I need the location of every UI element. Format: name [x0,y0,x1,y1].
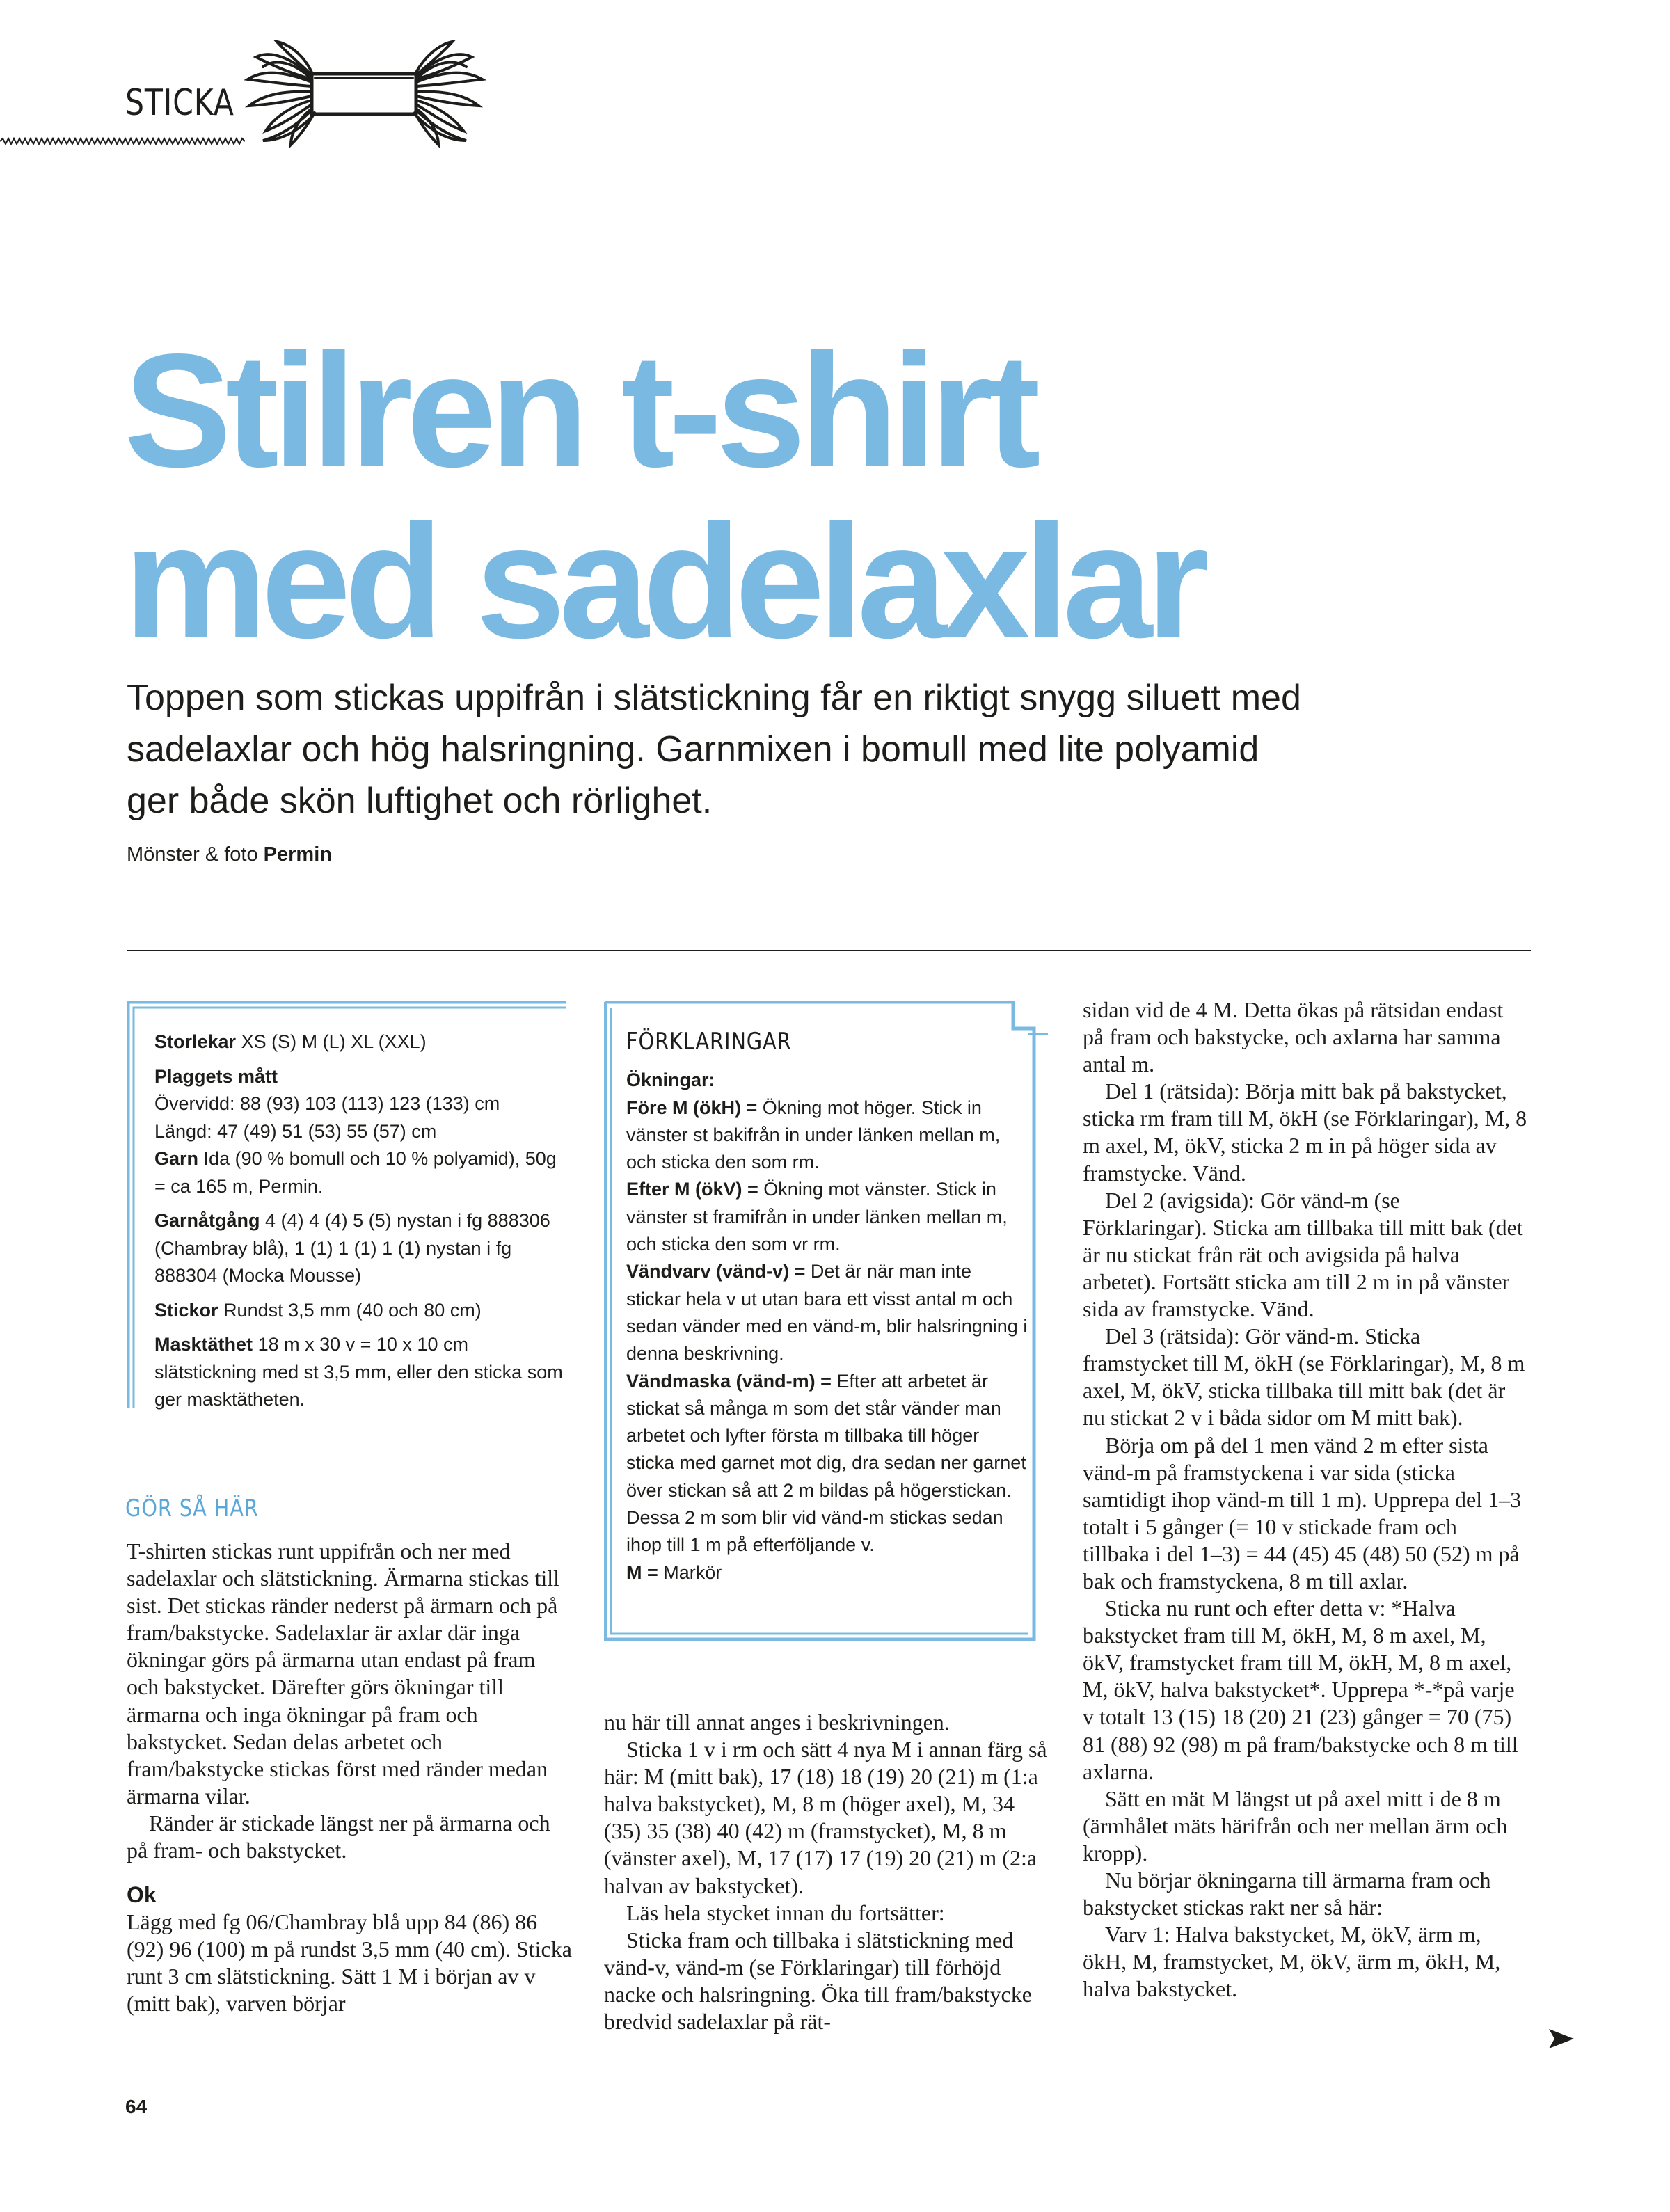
horizontal-rule [127,950,1531,951]
gauge-value: 18 m x 30 v = 10 x 10 cm slätstickning med st 3,5 mm, eller den sticka som ger masktätheten. [154,1334,563,1410]
marker-text: Markör [663,1561,722,1583]
col2-paragraph-2: Sticka 1 v i rm och sätt 4 nya M i annan färg så här: M (mitt bak), 17 (18) 18 (19) 20 (21) m (1:a halva bakstycket), M, 8 m (höger axel), M, 34 (35) 35 (38) 40 (42) m (framstycket), M, 8 m (vänster axel), M, 17 (17) 17 (19) 20 (21) m (2:a halvan av bakstycket). [604,1737,1047,1898]
explanations-box [604,1001,1049,1641]
credit-line [127,843,332,866]
increases-label-text: Ökningar: [626,1069,715,1091]
arrow-right-icon [1549,2029,1574,2048]
yarn-amount-value: 4 (4) 4 (4) 5 (5) nystan i fg 888306 (Chambray blå), 1 (1) 1 (1) 1 (1) nystan i fg 888304 (Mocka Mousse) [154,1210,550,1286]
col3-paragraph-9: Varv 1: Halva bakstycket, M, ökV, ärm m, ökH, M, framstycket, M, ökV, ärm m, ökH, M, halva bakstycket. [1083,1922,1501,2002]
before-marker-entry [626,1095,1030,1177]
credit-label: Mönster & foto [127,843,258,866]
col3-paragraph-4: Del 3 (rätsida): Gör vänd-m. Sticka framstycket till M, ökH (se Förklaringar), M, 8 m axel, M, ökV, sticka tillbaka till mitt bak (det är nu stickat 2 v i båda sidor om M mitt bak). [1083,1323,1525,1431]
after-label: Efter M (ökV) = [626,1179,758,1200]
measures-chest: Övervidd: 88 (93) 103 (113) 123 (133) cm [154,1093,500,1114]
title-line-1: Stilren t-shirt [124,321,1035,501]
measures-entry [154,1063,565,1091]
turn-stitch-text: Efter att arbetet är stickat så många m som det står vänder man arbetet och lyfter första m tillbaka till höger sticka med garnet mot dig, dra sedan ner garnet över stickan så att 2 m bildas på högerstickan. Dessa 2 m som blir vid vänd-m stickas sedan ihop till 1 m på efterföljande v. [626,1370,1026,1556]
body-column-1 [127,1538,572,2018]
col3-paragraph-6: Sticka nu runt och efter detta v: *Halva bakstycket fram till M, ökH, M, 8 m axel, M, ökV, framstycket fram till M, ökH, M, 8 m axel, M, ökV, halva bakstycket*. Upprepa *-*på varje v totalt 13 (15) 18 (20) 21 (23) gånger = 70 (75) 81 (88) 92 (98) m på fram/bakstycke och 8 m till axlarna. [1083,1596,1518,1784]
gauge-entry [154,1331,565,1414]
marker-entry [626,1559,1030,1586]
turn-row-entry [626,1258,1030,1367]
intro-paragraph-2: Ränder är stickade längst ner på ärmarna och på fram- och bakstycket. [127,1810,550,1863]
info-box-text [154,1028,565,1421]
turn-row-text: Det är när man inte stickar hela v ut utan bara ett visst antal m och sedan vänder med en vänd-m, blir halsringning i denna beskrivning. [626,1261,1028,1364]
ok-heading: Ok [127,1882,157,1908]
turn-row-label: Vändvarv (vänd-v) = [626,1261,806,1282]
page-number: 64 [125,2096,148,2117]
turn-stitch-label: Vändmaska (vänd-m) = [626,1370,832,1392]
marker-label: M = [626,1561,658,1583]
title-line-2: med sadelaxlar [124,492,1203,672]
gauge-label: Masktäthet [154,1334,253,1355]
section-label: STICKA [125,82,234,124]
ok-paragraph-1: Lägg med fg 06/Chambray blå upp 84 (86) 86 (92) 96 (100) m på rundst 3,5 mm (40 cm). Sticka runt 3 cm slätstickning. Sätt 1 M i början av v (mitt bak), varven börjar [127,1909,572,2016]
before-label: Före M (ökH) = [626,1097,758,1118]
yarn-label: Garn [154,1148,199,1169]
zigzag-divider [0,136,245,146]
explanations-title: FÖRKLARINGAR [626,1028,792,1056]
yarn-skein-icon [242,36,493,148]
intro-paragraph-1: T-shirten stickas runt uppifrån och ner med sadelaxlar och slätstickning. Ärmarna stickas till sist. Det stickas ränder nederst på ärmarn och på fram/bakstycke. Sadelaxlar är axlar där inga ökningar görs på ärmarna utan endast på fram och bakstycket. Därefter görs ökningar till ärmarna och inga ökningar på fram och bakstycket. Sedan delas arbetet och fram/bakstycke stickas först med ränder medan ärmarna vilar. [127,1538,560,1808]
after-marker-entry [626,1176,1030,1258]
col3-paragraph-2: Del 1 (rätsida): Börja mitt bak på bakstycket, sticka rm fram till M, ökH (se Förklaringar), M, 8 m axel, M, ökV, sticka 2 m in på höger sida av framstycke. Vänd. [1083,1079,1527,1186]
page-title [124,321,1203,672]
turn-stitch-entry [626,1368,1030,1559]
info-box [127,1001,566,1408]
yarn-value: Ida (90 % bomull och 10 % polyamid), 50g = ca 165 m, Permin. [154,1148,557,1197]
lead-paragraph: Toppen som stickas uppifrån i slätstickning får en riktigt snygg siluett med sadelaxlar och hög halsringning. Garnmixen i bomull med lite polyamid ger både skön luftighet och rörlighet. [127,678,1301,821]
measures-length: Längd: 47 (49) 51 (53) 55 (57) cm [154,1120,437,1142]
needles-value: Rundst 3,5 mm (40 och 80 cm) [223,1299,482,1321]
explanations-text [626,1028,1030,1586]
col3-paragraph-7: Sätt en mät M längst ut på axel mitt i de 8 m (ärmhålet mäts härifrån och ner mellan ärm och kropp). [1083,1785,1508,1865]
col3-paragraph-8: Nu börjar ökningarna till ärmarna fram och bakstycket stickas rakt ner så här: [1083,1868,1491,1920]
body-column-2 [604,1709,1049,2035]
yarn-entry [154,1145,565,1200]
measures-label: Plaggets mått [154,1065,278,1087]
credit-name: Permin [263,843,332,866]
how-to-heading: GÖR SÅ HÄR [125,1495,259,1522]
col2-paragraph-1: nu här till annat anges i beskrivningen. [604,1710,950,1735]
col3-paragraph-1: sidan vid de 4 M. Detta ökas på rätsidan endast på fram och bakstycke, och axlarna har samma antal m. [1083,997,1504,1077]
yarn-amount-entry [154,1207,565,1290]
col2-paragraph-3: Läs hela stycket innan du fortsätter: [626,1900,945,1925]
col3-paragraph-3: Del 2 (avigsida): Gör vänd-m (se Förklaringar). Sticka am tillbaka till mitt bak (det är nu stickat från rät och avigsida på halva arbetet). Fortsätt sticka am till 2 m in på vänster sida av framstycke. Vänd. [1083,1187,1523,1322]
needles-label: Stickor [154,1299,218,1321]
increases-label [626,1067,1030,1094]
needles-entry [154,1297,565,1325]
sizes-value: XS (S) M (L) XL (XXL) [241,1031,427,1052]
col2-paragraph-4: Sticka fram och tillbaka i slätstickning med vänd-v, vänd-m (se Förklaringar) till förhöjd nacke och halsringning. Öka till fram/bakstycke bredvid sadelaxlar på rät- [604,1927,1032,2035]
col3-paragraph-5: Börja om på del 1 men vänd 2 m efter sista vänd-m på framstyckena i var sida (sticka samtidigt ihop vänd-m till 1 m). Upprepa del 1–3 totalt i 5 gånger (= 10 v stickade fram och tillbaka i del 1–3) = 44 (45) 45 (48) 50 (52) m på bak och framstyckena, 8 m till axlar. [1083,1432,1522,1593]
yarn-amount-label: Garnåtgång [154,1210,260,1231]
sizes-label: Storlekar [154,1031,237,1052]
sizes-entry [154,1028,565,1056]
body-column-3 [1083,996,1528,2003]
before-text: Ökning mot höger. Stick in vänster st bakifrån in under länken mellan m, och sticka den som rm. [626,1097,1001,1173]
after-text: Ökning mot vänster. Stick in vänster st framifrån in under länken mellan m, och sticka den som vr rm. [626,1179,1008,1255]
